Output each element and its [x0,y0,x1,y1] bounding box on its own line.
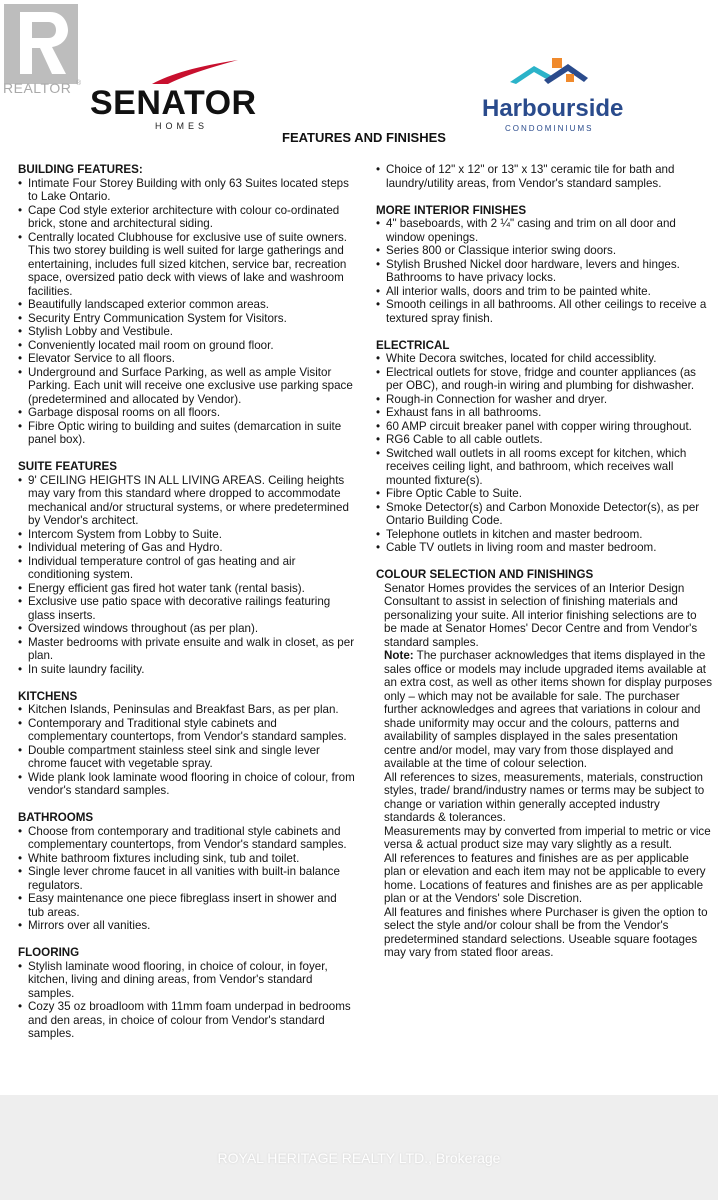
feature-item: • Telephone outlets in kitchen and master bedroom. [376,528,712,542]
feature-item: • Contemporary and Traditional style cabinets and complementary countertops, from Vendor's standard samples. [18,717,356,744]
colour-intro: Senator Homes provides the services of an Interior Design Consultant to assist in selection of finishing materials and personalizing your suite. All interior finishing selections are to be made at Senator Homes' Decor Centre and from Vendor's standard samples. [384,581,698,649]
feature-item: • Stylish Lobby and Vestibule. [18,325,356,339]
feature-item: • Intimate Four Storey Building with only 63 Suites located steps to Lake Ontario. [18,177,356,204]
purchaser-options-paragraph: All features and finishes where Purchaser is given the option to select the style and/or colour shall be from the Vendor's predetermined standard selections. Useable square footages may vary from stated floor areas. [384,905,708,959]
note-text: The purchaser acknowledges that items displayed in the sales office or models may include upgraded items available at an extra cost, as well as other items shown for display purposes only – which may not be available for sale. The purchaser further acknowledges and agrees that variations in colour and shade uniformity may occur and the colours, patterns and availability of samples displayed in the sales presentation centre and/or model, may vary from those displayed and available at the time of colour selection. [384,649,712,770]
feature-section [376,204,712,326]
feature-item: • Series 800 or Classique interior swing doors. [376,244,712,258]
feature-item: • Easy maintenance one piece fibreglass insert in shower and tub areas. [18,892,356,919]
feature-item: • Choice of 12" x 12" or 13" x 13" ceramic tile for bath and laundry/utility areas, from Vendor's standard samples. [376,163,712,190]
feature-item: • Electrical outlets for stove, fridge and counter appliances (as per OBC), and rough-in wiring and plumbing for dishwasher. [376,366,712,393]
realtor-label: REALTOR [3,80,72,96]
note-label: Note: [384,649,414,662]
feature-item: • Exclusive use patio space with decorative railings featuring glass inserts. [18,595,356,622]
harbourside-wordmark: Harbourside [482,95,624,122]
section-heading: SUITE FEATURES [18,460,117,473]
feature-item: • 9' CEILING HEIGHTS IN ALL LIVING AREAS. Ceiling heights may vary from this standard where dropped to accommodate mechanical and/or structural systems, or where predetermined by Vendor's architect. [18,474,356,528]
section-heading: BUILDING FEATURES: [18,163,143,176]
feature-item: • Fibre Optic wiring to building and suites (demarcation in suite panel box). [18,420,356,447]
feature-section [18,811,356,933]
feature-section [18,163,356,447]
feature-item: • Security Entry Communication System for Visitors. [18,312,356,326]
feature-item: • White bathroom fixtures including sink, tub and toilet. [18,852,356,866]
feature-item: • Intercom System from Lobby to Suite. [18,528,356,542]
feature-list [18,177,356,447]
feature-item: • Kitchen Islands, Peninsulas and Breakfast Bars, as per plan. [18,703,356,717]
feature-item: • Cable TV outlets in living room and master bedroom. [376,541,712,555]
feature-item: • Mirrors over all vanities. [18,919,356,933]
feature-item: • Elevator Service to all floors. [18,352,356,366]
feature-item: • Double compartment stainless steel sink and single lever chrome faucet with vegetable spray. [18,744,356,771]
senator-homes-label: HOMES [155,121,209,131]
feature-item: • 4" baseboards, with 2 ¼" casing and trim on all door and window openings. [376,217,712,244]
feature-item: • Individual metering of Gas and Hydro. [18,541,356,555]
feature-item: • Centrally located Clubhouse for exclusive use of suite owners. This two storey building is well suited for large gatherings and entertaining, includes full sized kitchen, service bar, recreation space, oversized patio deck with views of lake and washroom facilities. [18,231,356,299]
feature-item: • RG6 Cable to all cable outlets. [376,433,712,447]
brokerage-watermark: ROYAL HERITAGE REALTY LTD., Brokerage [217,1150,501,1166]
feature-item: • Energy efficient gas fired hot water tank (rental basis). [18,582,356,596]
feature-item: • Underground and Surface Parking, as well as ample Visitor Parking. Each unit will receive one exclusive use parking space (predetermined and allocated by Vendor). [18,366,356,407]
feature-item: • Wide plank look laminate wood flooring in choice of colour, from vendor's standard samples. [18,771,356,798]
purchaser-note [376,649,712,771]
section-heading: ELECTRICAL [376,338,450,352]
tile-list [376,163,712,190]
feature-item: • Individual temperature control of gas heating and air conditioning system. [18,555,356,582]
feature-section [18,690,356,798]
feature-item: • Single lever chrome faucet in all vanities with built-in balance regulators. [18,865,356,892]
harbourside-roof-icon [508,58,590,94]
tile-section [376,163,712,190]
feature-item: • Garbage disposal rooms on all floors. [18,406,356,420]
feature-item: • All interior walls, doors and trim to be painted white. [376,285,712,299]
feature-item: • White Decora switches, located for child accessiblity. [376,352,712,366]
feature-list [18,960,356,1041]
realtor-r-icon [4,4,78,82]
footer-band [0,1095,718,1200]
registered-mark: ® [76,80,82,87]
feature-item: • Fibre Optic Cable to Suite. [376,487,712,501]
feature-item: • In suite laundry facility. [18,663,356,677]
feature-item: • Oversized windows throughout (as per plan). [18,622,356,636]
senator-swoosh-icon [150,58,240,86]
section-heading: BATHROOMS [18,811,94,824]
feature-item: • Smoke Detector(s) and Carbon Monoxide Detector(s), as per Ontario Building Code. [376,501,712,528]
feature-list [376,217,712,325]
right-sections [376,204,712,555]
feature-item: • Stylish Brushed Nickel door hardware, levers and hinges. Bathrooms to have privacy locks. [376,258,712,285]
harbourside-subtitle: CONDOMINIUMS [505,124,594,133]
section-heading: KITCHENS [18,689,78,703]
feature-item: • Cozy 35 oz broadloom with 11mm foam underpad in bedrooms and den areas, in choice of colour from Vendor's standard samples. [18,1000,356,1041]
feature-item: • Beautifully landscaped exterior common areas. [18,298,356,312]
feature-item: • Choose from contemporary and traditional style cabinets and complementary countertops, from Vendor's standard samples. [18,825,356,852]
feature-list [18,825,356,933]
feature-section [376,339,712,555]
senator-wordmark: SENATOR [90,84,257,122]
right-column [376,163,712,973]
feature-item: • Master bedrooms with private ensuite and walk in closet, as per plan. [18,636,356,663]
section-heading: MORE INTERIOR FINISHES [376,203,527,217]
feature-item: • Exhaust fans in all bathrooms. [376,406,712,420]
features-paragraph: All references to features and finishes are as per applicable plan or elevation and each item may not be applicable to every home. Locations of features and finishes are as per applicable plan or at the Vendors' sole Discretion. [384,851,706,905]
feature-item: • Smooth ceilings in all bathrooms. All other ceilings to receive a textured spray finish. [376,298,712,325]
realtor-logo[interactable] [4,4,78,84]
feature-item: • Conveniently located mail room on ground floor. [18,339,356,353]
feature-item: • Cape Cod style exterior architecture with colour co-ordinated brick, stone and architectural siding. [18,204,356,231]
section-heading: COLOUR SELECTION AND FINISHINGS [376,568,594,581]
feature-list [18,474,356,677]
feature-section [18,946,356,1041]
page-title: FEATURES AND FINISHES [282,130,446,145]
left-column [18,163,356,1054]
references-paragraph: All references to sizes, measurements, materials, construction styles, trade/ brand/industry names or terms may be subject to change or variation within generally accepted industry standards & tolerances. [384,770,705,824]
feature-list [18,703,356,798]
feature-list [376,352,712,555]
section-heading: FLOORING [18,946,80,959]
feature-item: • Switched wall outlets in all rooms except for kitchen, which receives ceiling light, and bathroom, which receives wall mounted fixture(s). [376,447,712,488]
feature-item: • Stylish laminate wood flooring, in choice of colour, in foyer, kitchen, living and dining areas, from Vendor's standard samples. [18,960,356,1001]
measurements-paragraph: Measurements may by converted from imperial to metric or vice versa & actual product size may vary slightly as a result. [384,824,711,851]
feature-section [18,460,356,676]
colour-section [376,568,712,960]
feature-item: • Rough-in Connection for washer and dryer. [376,393,712,407]
feature-item: • 60 AMP circuit breaker panel with copper wiring throughout. [376,420,712,434]
